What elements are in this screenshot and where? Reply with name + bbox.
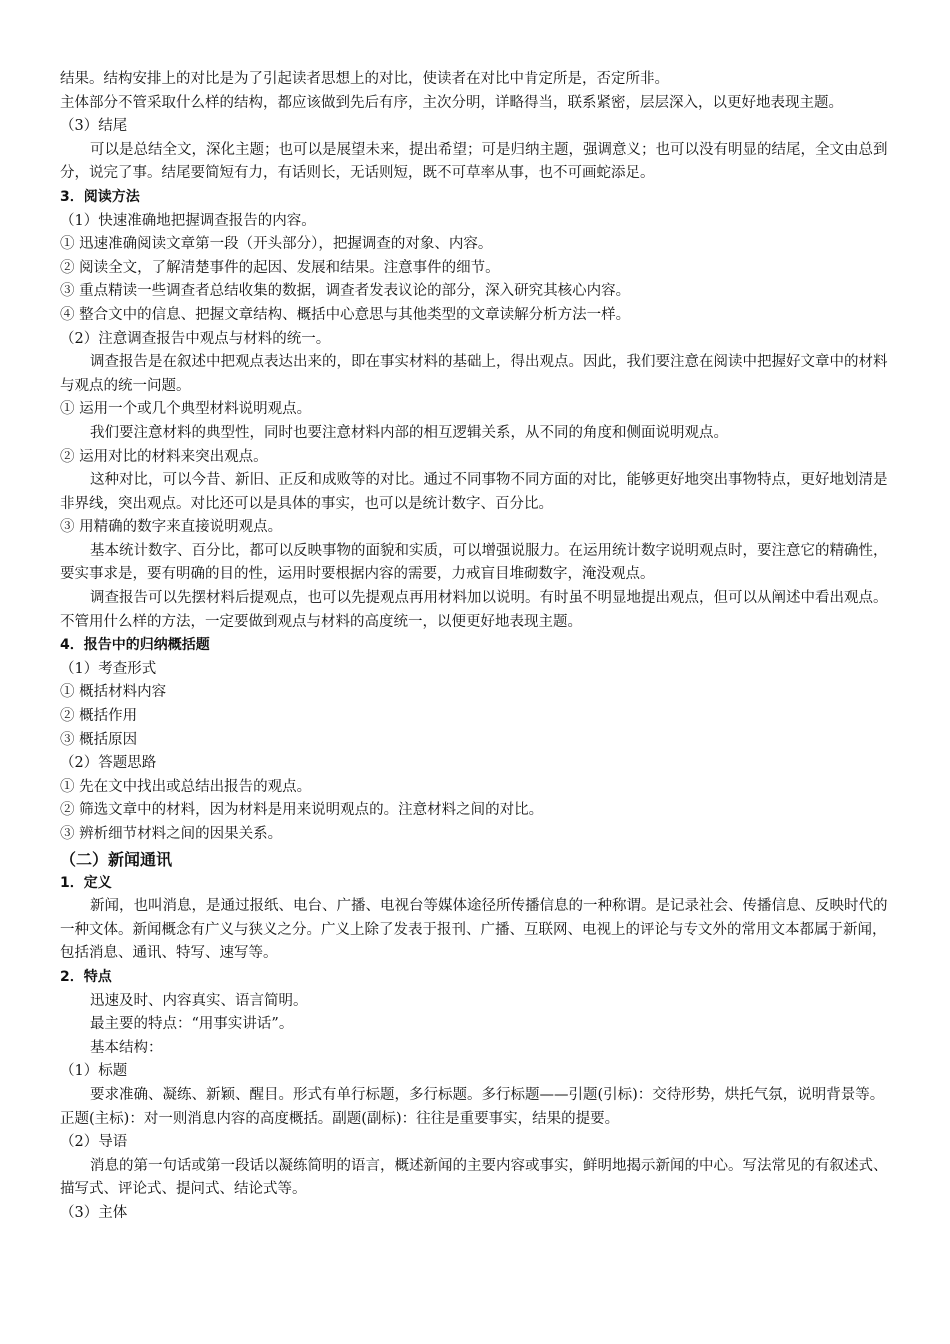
subheading: （1）标题 — [60, 1063, 128, 1080]
paragraph: 基本统计数字、百分比，都可以反映事物的面貌和实质，可以增强说服力。在运用统计数字说明观点时，要注意它的精确性，要实事求是，要有明确的目的性，运用时要根据内容的需要，力戒盲目堆砌数字，淹没观点。 — [60, 542, 888, 583]
section-heading: 4．报告中的归纳概括题 — [60, 637, 210, 654]
paragraph: 新闻，也叫消息，是通过报纸、电台、广播、电视台等媒体途径所传播信息的一种称谓。是记录社会、传播信息、反映时代的一种文体。新闻概念有广义与狭义之分。广义上除了发表于报刊、广播、互联网、电视上的评论与专文外的常用文本都属于新闻，包括消息、通讯、特写、速写等。 — [60, 898, 888, 962]
section-heading: 2．特点 — [60, 968, 112, 985]
paragraph: 主体部分不管采取什么样的结构，都应该做到先后有序，主次分明，详略得当，联系紧密，层层深入，以更好地表现主题。 — [60, 94, 843, 111]
paragraph: 调查报告可以先摆材料后提观点，也可以先提观点再用材料加以说明。有时虽不明显地提出观点，但可以从阐述中看出观点。不管用什么样的方法，一定要做到观点与材料的高度统一，以便更好地表现主题。 — [60, 590, 888, 630]
document-page — [60, 68, 896, 1226]
list-item: ① 先在文中找出或总结出报告的观点。 — [60, 778, 312, 795]
list-item: ① 迅速准确阅读文章第一段（开头部分），把握调查的对象、内容。 — [60, 236, 493, 253]
chapter-title: （二）新闻通讯 — [60, 849, 173, 869]
list-item: ① 运用一个或几个典型材料说明观点。 — [60, 401, 312, 418]
paragraph: 调查报告是在叙述中把观点表达出来的，即在事实材料的基础上，得出观点。因此，我们要注意在阅读中把握好文章中的材料与观点的统一问题。 — [60, 354, 888, 394]
list-item: ③ 辨析细节材料之间的因果关系。 — [60, 826, 283, 842]
list-item: ② 概括作用 — [60, 708, 138, 725]
paragraph: 这种对比，可以今昔、新旧、正反和成败等的对比。通过不同事物不同方面的对比，能够更好地突出事物特点，更好地划清是非界线，突出观点。对比还可以是具体的事实，也可以是统计数字、百分比。 — [60, 472, 888, 512]
subheading: （3）主体 — [60, 1204, 128, 1221]
paragraph: 消息的第一句话或第一段话以凝练简明的语言，概述新闻的主要内容或事实，鲜明地揭示新闻的中心。写法常见的有叙述式、描写式、评论式、提问式、结论式等。 — [60, 1157, 888, 1198]
list-item: ① 概括材料内容 — [60, 684, 167, 701]
list-item: ③ 重点精读一些调查者总结收集的数据，调查者发表议论的部分，深入研究其核心内容。 — [60, 283, 631, 300]
list-item: ② 筛选文章中的材料，因为材料是用来说明观点的。注意材料之间的对比。 — [60, 802, 544, 819]
paragraph: 最主要的特点：“用事实讲话”。 — [90, 1016, 294, 1033]
list-item: ③ 用精确的数字来直接说明观点。 — [60, 519, 283, 536]
subheading: （1）快速准确地把握调查报告的内容。 — [60, 212, 316, 229]
subheading: （3）结尾 — [60, 118, 128, 135]
subheading: （2）导语 — [60, 1134, 128, 1151]
section-heading: 3．阅读方法 — [60, 188, 140, 205]
subheading: （2）注意调查报告中观点与材料的统一。 — [60, 330, 331, 347]
section-heading: 1．定义 — [60, 874, 112, 891]
paragraph: 可以是总结全文，深化主题；也可以是展望未来，提出希望；可是归纳主题，强调意义；也可以没有明显的结尾，全文由总到分，说完了事。结尾要简短有力，有话则长，无话则短，既不可草率从事，也不可画蛇添足。 — [60, 141, 888, 182]
subheading: （1）考查形式 — [60, 660, 157, 677]
paragraph: 基本结构： — [90, 1039, 163, 1056]
list-item: ② 运用对比的材料来突出观点。 — [60, 448, 268, 465]
paragraph: 要求准确、凝练、新颖、醒目。形式有单行标题，多行标题。多行标题——引题(引标)：交待形势，烘托气氛，说明背景等。正题(主标)：对一则消息内容的高度概括。副题(副标)：往往是重要事实，结果的提要。 — [60, 1086, 885, 1127]
subheading: （2）答题思路 — [60, 755, 157, 772]
list-item: ② 阅读全文，了解清楚事件的起因、发展和结果。注意事件的细节。 — [60, 259, 500, 276]
list-item: ③ 概括原因 — [60, 731, 138, 748]
paragraph: 结果。结构安排上的对比是为了引起读者思想上的对比，使读者在对比中肯定所是，否定所非。 — [60, 71, 669, 87]
paragraph: 迅速及时、内容真实、语言简明。 — [90, 992, 308, 1009]
paragraph: 我们要注意材料的典型性，同时也要注意材料内部的相互逻辑关系，从不同的角度和侧面说明观点。 — [90, 424, 728, 441]
list-item: ④ 整合文中的信息、把握文章结构、概括中心意思与其他类型的文章读解分析方法一样。 — [60, 306, 631, 323]
